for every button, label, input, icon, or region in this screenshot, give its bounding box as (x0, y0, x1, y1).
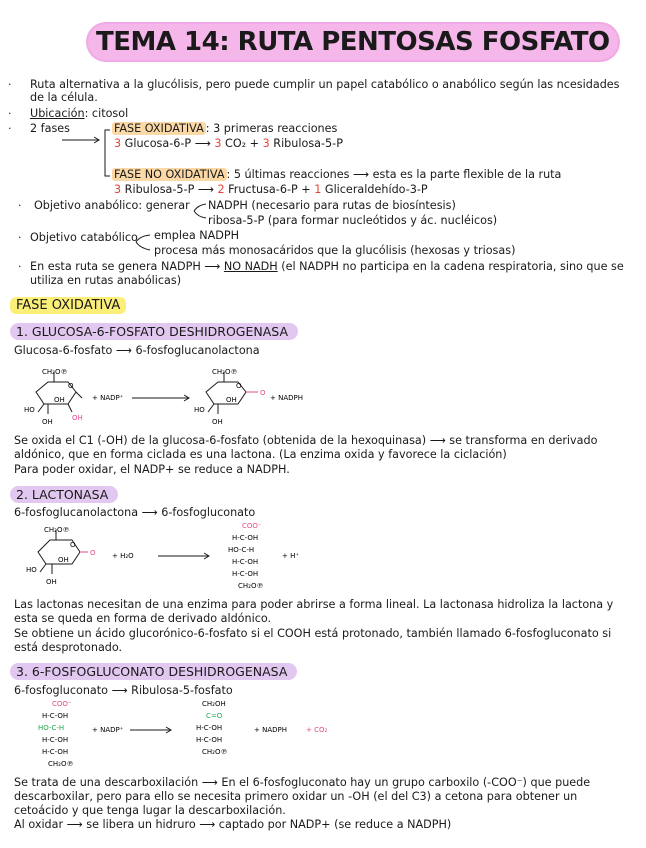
step-reaction: 6-fosfogluconato ⟶ Ribulosa-5-fosfato (14, 684, 233, 697)
location-value: : citosol (84, 107, 129, 120)
step2-structures (20, 522, 620, 594)
ho-label: HO (194, 406, 205, 414)
phases-bracket-icon (58, 128, 118, 188)
stoich-number: 3 (114, 183, 122, 196)
step3-paragraph: cetoácido y que tenga lugar la descarboxilación. (14, 804, 286, 817)
step1-paragraph: Se oxida el C1 (-OH) de la glucosa-6-fosfato (obtenida de la hexoquinasa) ⟶ se transforma en derivado (14, 434, 598, 447)
bullet-dot: · (8, 122, 12, 135)
step1-paragraph: aldónico, que en forma ciclada es una lactona. (La enzima oxida y favorece la ciclación) (14, 448, 507, 461)
hcoh-label: H-C-OH (196, 724, 223, 732)
hcoh-label: H-C-OH (42, 748, 69, 756)
reaction-text: Glucosa-6-P ⟶ (121, 137, 215, 150)
hoch-label: HO-C-H (228, 546, 255, 554)
ch2op-label: CH₂O℗ (202, 748, 228, 756)
section-heading: FASE OXIDATIVA (10, 297, 126, 314)
bullet-dot: · (18, 231, 22, 244)
hoch-label: HO-C-H (38, 724, 65, 732)
oh-label: OH (72, 414, 83, 422)
proton-label: + H⁺ (282, 552, 300, 560)
hcoh-label: H-C-OH (232, 570, 259, 578)
bullet-dot: · (8, 78, 12, 91)
ho-label: HO (24, 406, 35, 414)
step1-paragraph: Para poder oxidar, el NADP+ se reduce a NADPH. (14, 463, 290, 476)
oh-label: OH (226, 396, 237, 404)
catabolic-item: procesa más monosacáridos que la glucólisis (hexosas y triosas) (154, 244, 516, 257)
stoich-number: 3 (214, 137, 222, 150)
step3-paragraph: Se trata de una descarboxilación ⟶ En el 6-fosfogluconato hay un grupo carboxilo (-COO⁻) que puede (14, 776, 591, 789)
nonoxidative-phase-text: : 5 últimas reacciones ⟶ esta es la parte flexible de la ruta (226, 168, 562, 181)
step2-paragraph: está desprotonado. (14, 641, 123, 654)
carboxylate-label: COO⁻ (242, 522, 262, 530)
anabolic-label: Objetivo anabólico: generar (34, 199, 190, 212)
ch2op-label: CH₂O℗ (44, 526, 70, 534)
nadph-text: En esta ruta se genera NADPH ⟶ (30, 260, 224, 273)
nadph-line (30, 260, 624, 273)
oh-label: OH (54, 396, 65, 404)
nadph-emphasis: NO NADH (223, 260, 278, 273)
carbonyl-label: C=O (206, 712, 223, 720)
hcoh-label: H-C-OH (232, 534, 259, 542)
oh-label: OH (46, 578, 57, 586)
step-reaction: 6-fosfoglucanolactona ⟶ 6-fosfogluconato (14, 506, 256, 519)
oh-label: OH (58, 556, 69, 564)
step-heading: 1. GLUCOSA-6-FOSFATO DESHIDROGENASA (10, 323, 298, 340)
step3-paragraph: Al oxidar ⟶ se libera un hidruro ⟶ captado por NADP+ (se reduce a NADPH) (14, 818, 452, 831)
bullet-dot: · (18, 260, 22, 273)
ring-oxygen: O (68, 382, 74, 390)
location-label: Ubicación (30, 107, 85, 120)
water-label: + H₂O (112, 552, 134, 560)
location-line (30, 107, 128, 120)
step-reaction: Glucosa-6-fosfato ⟶ 6-fosfoglucanolactona (14, 344, 260, 357)
anabolic-item: NADPH (necesario para rutas de biosíntesis) (208, 199, 456, 212)
step2-paragraph: Las lactonas necesitan de una enzima para poder abrirse a forma lineal. La lactonasa hidroliza la lactona y (14, 598, 614, 611)
catabolic-label: Objetivo catabólico (30, 231, 138, 244)
ch2op-label: CH₂O℗ (42, 368, 68, 376)
stoich-number: 3 (114, 137, 122, 150)
nadp-label: + NADP⁺ (92, 726, 124, 734)
reaction-text: Gliceraldehído-3-P (321, 183, 428, 196)
carboxylate-label: COO⁻ (52, 700, 72, 708)
step1-structures (20, 364, 620, 428)
step-heading: 3. 6-FOSFOGLUCONATO DESHIDROGENASA (10, 663, 297, 680)
step2-paragraph: esta se queda en forma de derivado aldónico. (14, 612, 272, 625)
step-heading: 2. LACTONASA (10, 486, 118, 503)
nadph-label: + NADPH (254, 726, 287, 734)
hcoh-label: H-C-OH (196, 736, 223, 744)
phases-label: 2 fases (30, 122, 71, 135)
reaction-text: Fructusa-6-P + (224, 183, 315, 196)
step3-paragraph: descarboxilar, pero para ello se necesita primero oxidar un -OH (el del C3) a cetona para obtener un (14, 790, 578, 803)
catabolic-bracket-icon (134, 230, 156, 260)
stoich-number: 3 (262, 137, 270, 150)
oxidative-reaction (114, 137, 343, 150)
page-title: TEMA 14: RUTA PENTOSAS FOSFATO (88, 24, 618, 60)
nadph-text: (el NADPH no participa en la cadena respiratoria, sino que se (277, 260, 624, 273)
catabolic-item: emplea NADPH (154, 229, 240, 242)
oxidative-phase-text: : 3 primeras reacciones (205, 122, 338, 135)
bullet-dot: · (8, 107, 12, 120)
bullet-dot: · (18, 199, 22, 212)
reaction-text: Ribulosa-5-P (269, 137, 343, 150)
nonoxidative-phase-line (112, 168, 561, 181)
hcoh-label: H-C-OH (42, 712, 69, 720)
nadp-label: + NADP⁺ (92, 394, 124, 402)
intro-line: de la célula. (30, 91, 98, 104)
anabolic-item: ribosa-5-P (para formar nucleótidos y ác. nucléicos) (208, 214, 498, 227)
ring-oxygen: O (70, 541, 76, 549)
ch2op-label: CH₂O℗ (238, 582, 264, 590)
oxidative-phase-line (112, 122, 337, 135)
hcoh-label: H-C-OH (232, 558, 259, 566)
carbonyl-oxygen: O (260, 389, 266, 397)
nonoxidative-phase-label: FASE NO OXIDATIVA (114, 168, 225, 181)
stoich-number: 1 (314, 183, 322, 196)
oxidative-phase-label: FASE OXIDATIVA (114, 122, 204, 135)
step3-structures (20, 700, 620, 772)
ch2oh-label: CH₂OH (202, 700, 226, 708)
nadph-label: + NADPH (270, 394, 303, 402)
ch2op-label: CH₂O℗ (48, 760, 74, 768)
nonoxidative-reaction (114, 183, 428, 196)
oh-label: OH (212, 418, 223, 426)
oh-label: OH (42, 418, 53, 426)
reaction-text: CO₂ + (221, 137, 263, 150)
carbonyl-oxygen: O (90, 549, 96, 557)
co2-label: + CO₂ (306, 726, 328, 734)
ho-label: HO (26, 566, 37, 574)
ring-oxygen: O (236, 382, 242, 390)
step2-paragraph: Se obtiene un ácido glucorónico-6-fosfato si el COOH está protonado, también llamado 6-fosfogluconato si (14, 627, 612, 640)
ch2op-label: CH₂O℗ (212, 368, 238, 376)
hcoh-label: H-C-OH (42, 736, 69, 744)
intro-line: Ruta alternativa a la glucólisis, pero puede cumplir un papel catabólico o anabólico según las ncesidades (30, 78, 620, 91)
reaction-text: Ribulosa-5-P ⟶ (121, 183, 218, 196)
nadph-line: utiliza en rutas anabólicas) (30, 274, 182, 287)
stoich-number: 2 (217, 183, 225, 196)
